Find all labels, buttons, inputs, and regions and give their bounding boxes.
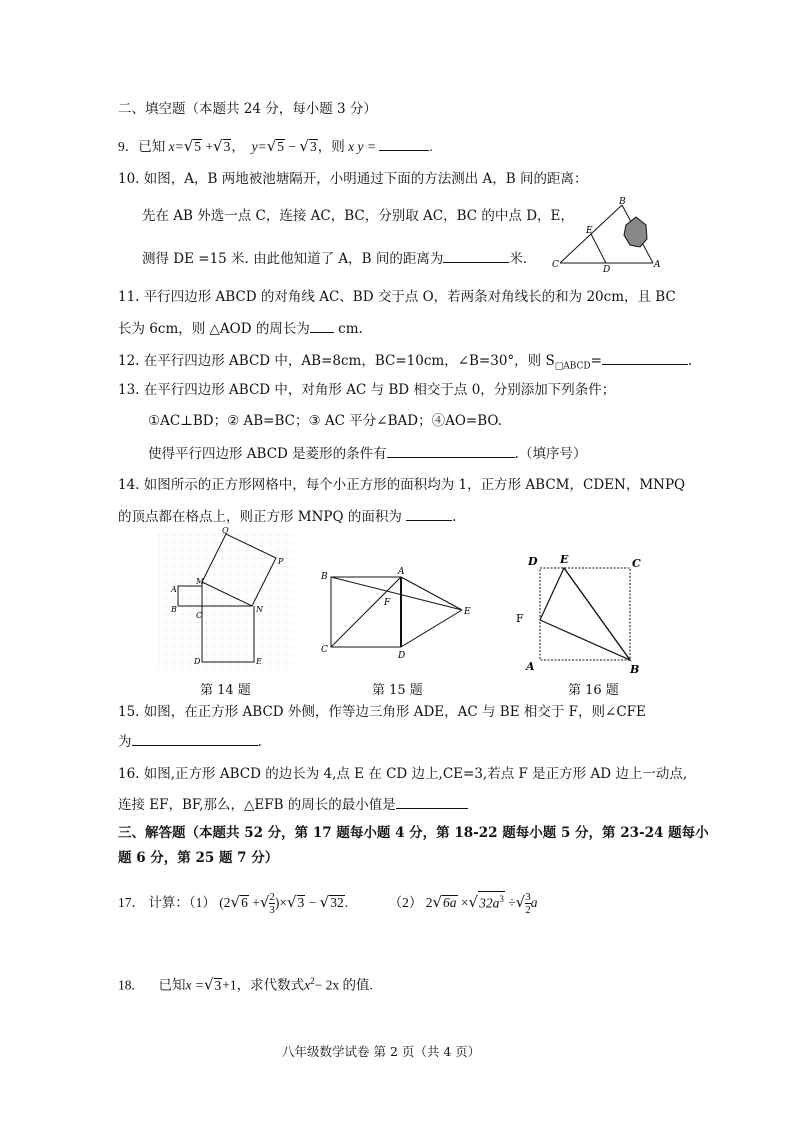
f14-label-m: M xyxy=(196,577,205,586)
q9-xy: x y = xyxy=(348,139,376,154)
q10-figure xyxy=(550,195,665,273)
f15-label-d: D xyxy=(398,651,406,661)
q17-p2-divide: ÷ xyxy=(508,895,516,910)
q15-end: . xyxy=(257,734,262,750)
f16-label-d: D xyxy=(528,555,538,568)
q9-sqrt5: 5 xyxy=(194,139,202,154)
f16-label-a: A xyxy=(526,660,535,673)
q18-x: x = xyxy=(185,977,204,993)
f15-label-a: A xyxy=(398,567,405,577)
q10-label-d: D xyxy=(603,265,611,275)
q13-text: 使得平行四边形 ABCD 是菱形的条件有 xyxy=(148,446,387,462)
q11-answer-blank[interactable] xyxy=(310,318,334,333)
q15-answer-blank[interactable] xyxy=(132,731,258,746)
q16-answer-blank[interactable] xyxy=(396,794,468,809)
figure-16 xyxy=(512,550,652,675)
q9-sqrt3: 3 xyxy=(223,139,231,154)
q17-frac2-den: 2 xyxy=(525,904,531,917)
q15-text: 为 xyxy=(118,734,132,750)
question-14-line1: 14. 如图所示的正方形网格中，每个小正方形的面积均为 1，正方形 ABCM，CDEN，MNPQ xyxy=(118,477,686,493)
q9-x: x= xyxy=(168,139,184,154)
f15-label-b: B xyxy=(321,572,328,582)
q18-expr-x: x xyxy=(304,977,311,993)
section-3-title-line2: 题 6 分，第 25 题 7 分） xyxy=(118,850,279,866)
q10-answer-blank[interactable] xyxy=(443,248,509,263)
figure-15 xyxy=(316,562,476,662)
q12-subscript: □ABCD xyxy=(554,361,591,372)
q9-prefix: 已知 xyxy=(138,139,166,154)
f14-label-n: N xyxy=(256,605,263,614)
q9-plus: + xyxy=(205,139,214,154)
q17-p1-sqrt32: 32 xyxy=(330,895,344,910)
question-15-line2 xyxy=(118,731,262,751)
q17-p1-close: )× xyxy=(274,895,287,910)
q12-text: 12. 在平行四边形 ABCD 中，AB=8cm，BC=10cm，∠B=30°，则 S xyxy=(118,353,555,369)
q9-y: y= xyxy=(251,139,267,154)
q13-end: .（填序号） xyxy=(514,446,587,462)
question-10-line1: 10. 如图，A，B 两地被池塘隔开，小明通过下面的方法测出 A，B 间的距离： xyxy=(118,171,588,187)
f15-label-e: E xyxy=(464,607,471,617)
page-footer: 八年级数学试卷 第 2 页（共 4 页） xyxy=(282,1044,481,1059)
figure-14-caption: 第 14 题 xyxy=(200,683,251,698)
q10-label-e: E xyxy=(586,226,593,236)
q17-p1-minus: − xyxy=(308,895,317,910)
q14-text: 的顶点都在格点上，则正方形 MNPQ 的面积为 xyxy=(118,509,402,525)
q17-p2-a: a xyxy=(530,895,538,910)
f14-label-d: D xyxy=(194,657,201,666)
q17-part2-label: （2） xyxy=(388,895,423,910)
q18-square: 2 xyxy=(310,976,315,986)
q17-number: 17． 计算：（1） xyxy=(118,895,216,910)
question-11-line1: 11. 平行四边形 ABCD 的对角线 AC、BD 交于点 O，若两条对角线长的和为 20cm，且 BC xyxy=(118,289,676,305)
q17-p1-sqrt3: 3 xyxy=(297,895,305,910)
f15-label-f: F xyxy=(384,598,391,608)
question-10-line2: 先在 AB 外选一点 C，连接 AC，BC，分别取 AC，BC 的中点 D，E， xyxy=(142,208,574,224)
q18-number: 18. xyxy=(118,977,135,993)
section-3-title-line1: 三、解答题（本题共 52 分，第 17 题每小题 4 分，第 18-22 题每小题 5 分，第 23-24 题每小 xyxy=(118,825,709,841)
q17-p2-sqrt6a: 6a xyxy=(443,895,457,910)
question-16-line1: 16. 如图,正方形 ABCD 的边长为 4,点 E 在 CD 边上,CE=3,若点 F 是正方形 AD 边上一动点, xyxy=(118,766,688,782)
figure-15-caption: 第 15 题 xyxy=(372,683,423,698)
section-2-title: 二、填空题（本题共 24 分，每小题 3 分） xyxy=(118,101,377,117)
question-12 xyxy=(118,350,692,376)
figure-14 xyxy=(158,526,298,674)
q12-equals: = xyxy=(590,353,602,369)
f14-label-e: E xyxy=(256,657,262,666)
question-16-line2 xyxy=(118,794,468,814)
f16-label-f: F xyxy=(516,612,524,625)
f14-label-p: P xyxy=(278,557,284,566)
q18-prefix: 已知 xyxy=(158,977,186,993)
question-18: 18. 已知x =√3+1，求代数式$x^2- 2x$ 的值. xyxy=(118,975,373,994)
q17-p2-exp: 3 xyxy=(499,893,504,904)
q17-frac1-den: 3 xyxy=(269,904,275,917)
q10-line3-text: 测得 DE =15 米. 由此他知道了 A，B 间的距离为 xyxy=(142,251,444,267)
q17-p2-coef: 2 xyxy=(425,895,433,910)
q13-answer-blank[interactable] xyxy=(387,443,515,458)
question-15-line1: 15. 如图，在正方形 ABCD 外侧，作等边三角形 ADE，AC 与 BE 相交于 F，则∠CFE xyxy=(118,704,646,720)
q9-then: ，则 xyxy=(317,139,345,154)
f14-label-c: C xyxy=(196,611,203,620)
q18-rest: − 2x 的值. xyxy=(314,977,373,993)
q12-answer-blank[interactable] xyxy=(602,350,688,365)
q16-text: 连接 EF，BF,那么，△EFB 的周长的最小值是 xyxy=(118,797,396,813)
q9-end: . xyxy=(429,139,433,154)
f15-label-c: C xyxy=(321,645,328,655)
question-10-line3 xyxy=(142,248,527,268)
q9-comma: ， xyxy=(231,139,245,154)
f16-label-c: C xyxy=(632,557,641,570)
q18-sqrt3: 3 xyxy=(214,977,222,993)
q9-answer-blank[interactable] xyxy=(379,136,429,151)
q17-p1-end: . xyxy=(344,895,349,910)
f16-label-e: E xyxy=(560,553,569,566)
question-13-line2: ①AC⊥BD；② AB=BC；③ AC 平分∠BAD；④AO=BO. xyxy=(148,413,502,429)
f16-label-b: B xyxy=(630,663,640,676)
q11-unit: cm. xyxy=(338,321,363,337)
question-14-line2 xyxy=(118,506,456,526)
q14-end: . xyxy=(452,509,457,525)
q9-number: 9． xyxy=(118,139,139,154)
figure-16-caption: 第 16 题 xyxy=(568,683,619,698)
q9-minus: − xyxy=(288,139,297,154)
question-13-line3 xyxy=(148,443,586,463)
f14-label-q: Q xyxy=(222,526,229,535)
q17-frac1-num: 2 xyxy=(269,891,275,904)
f14-label-b: B xyxy=(171,605,177,614)
q17-p2-sqrt32a: 32a xyxy=(479,895,500,910)
question-11-line2 xyxy=(118,318,363,338)
q17-p1-open: (2 xyxy=(219,895,231,910)
q10-label-c: C xyxy=(552,260,559,270)
q17-p1-plus: + xyxy=(252,895,260,910)
q11-text: 长为 6cm，则 △AOD 的周长为 xyxy=(118,321,310,337)
question-13-line1: 13. 在平行四边形 ABCD 中，对角形 AC 与 BD 相交于点 0，分别添加下列条件； xyxy=(118,382,616,398)
question-9: 9．已知 x=√5 +√3， y=√5 − √3，则 x y = . xyxy=(118,137,433,155)
q18-plus1: +1，求代数式 xyxy=(222,977,305,993)
q17-p1-sqrt6: 6 xyxy=(241,895,248,910)
q12-end: . xyxy=(687,353,693,369)
q10-unit: 米. xyxy=(509,251,528,267)
q17-frac2-num: 3 xyxy=(525,891,531,904)
q14-answer-blank[interactable] xyxy=(406,506,452,521)
q17-p2-times: × xyxy=(460,895,469,910)
question-17: 17． 计算：（1） (2√6 +√ $\frac{2}{3}$ )×√3 − √32. （2） $2√6a \times√32a^3$ ÷√ $\frac{3}{2}$ a xyxy=(118,891,538,917)
f14-label-a: A xyxy=(171,585,177,594)
q10-label-b: B xyxy=(619,197,626,207)
q10-label-a: A xyxy=(654,260,661,270)
